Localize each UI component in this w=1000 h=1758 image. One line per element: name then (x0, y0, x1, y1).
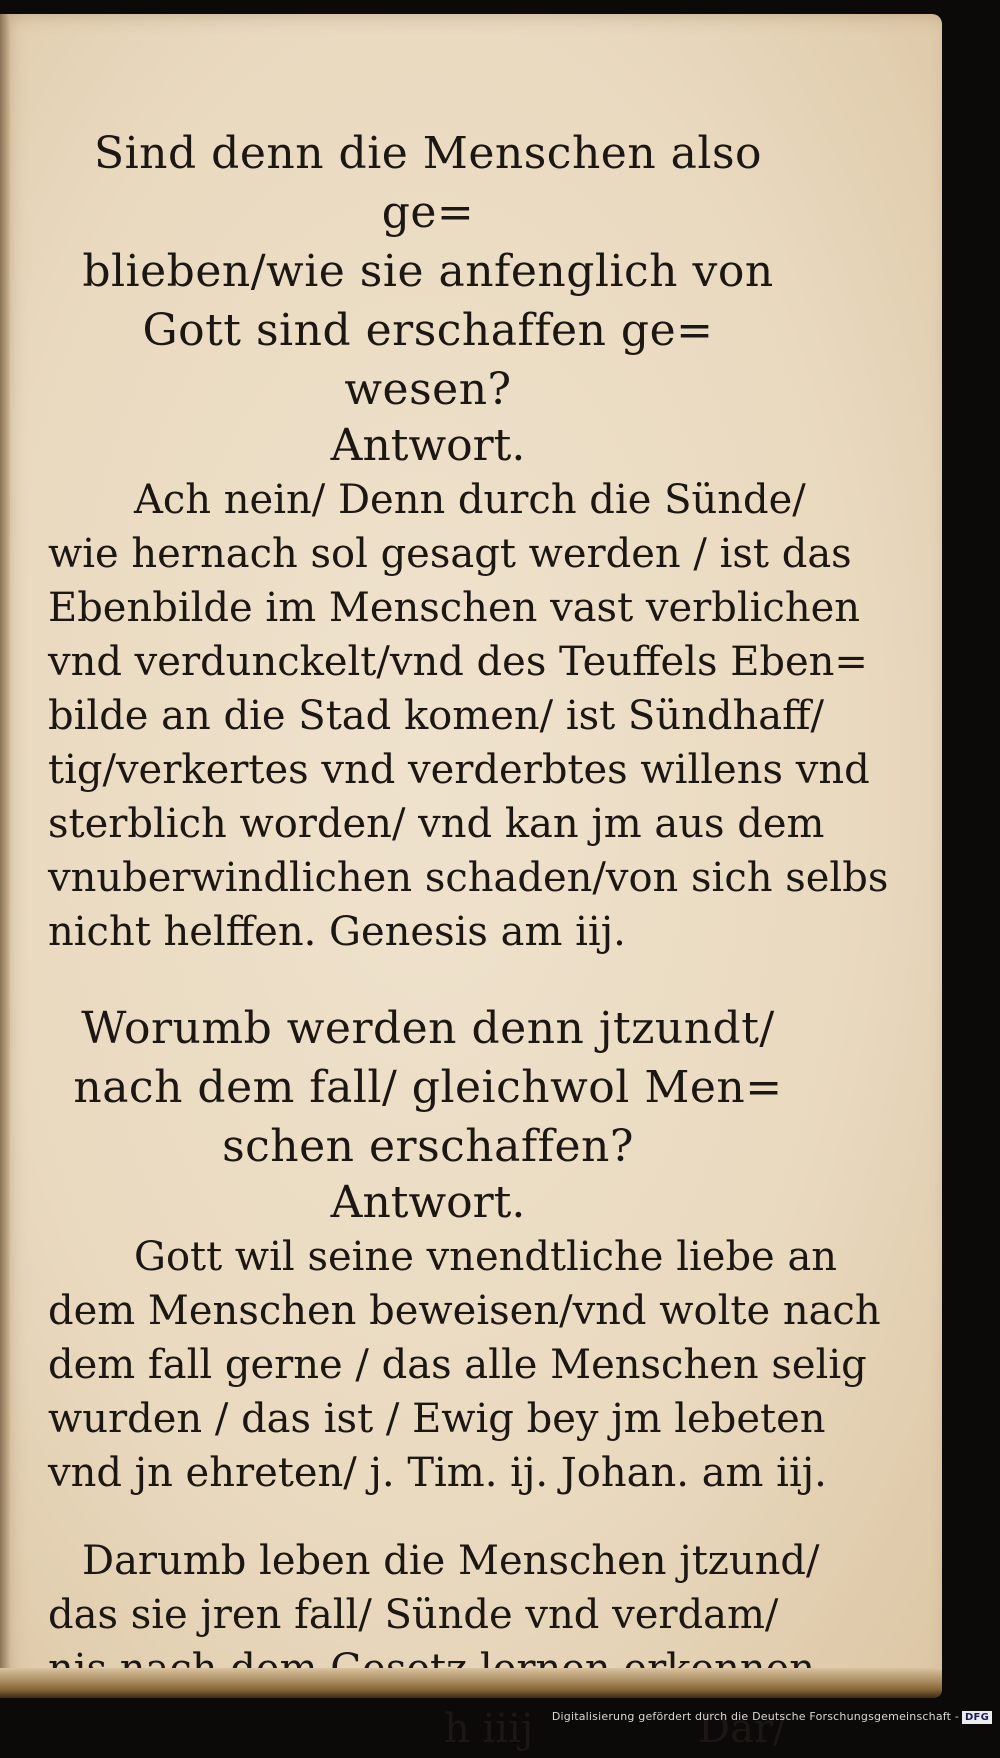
answer-1-line: Ebenbilde im Menschen vast verblichen (48, 585, 861, 631)
question-2-line: schen erschaffen? (222, 1121, 634, 1172)
question-2-line: Worumb werden denn jtzundt/ (81, 1003, 775, 1054)
answer-1-line: sterblich worden/ vnd kan jm aus dem (48, 801, 825, 847)
answer-1-line: nicht helffen. Genesis am iij. (48, 909, 626, 955)
answer-1-line: wie hernach sol gesagt werden / ist das (48, 531, 852, 577)
answer-3-line: Darumb leben die Menschen jtzund/ (82, 1538, 820, 1584)
question-2 (48, 999, 808, 1176)
answer-1-line: Ach nein/ Denn durch die Sünde/ (134, 477, 806, 523)
page-gutter (0, 14, 10, 1698)
page-text (48, 124, 889, 1758)
question-1-line: blieben/wie sie anfenglich von (82, 246, 774, 297)
dfg-logo: DFG (962, 1711, 992, 1724)
answer-2 (48, 1230, 881, 1500)
answer-2-line: dem Menschen beweisen/vnd wolte nach (48, 1288, 881, 1334)
answer-1 (48, 473, 889, 959)
credit-text: Digitalisierung gefördert durch die Deutsche Forschungsgemeinschaft - (551, 1710, 960, 1723)
question-1-line: Sind denn die Menschen also ge= (93, 128, 763, 238)
answer-2-line: wurden / das ist / Ewig bey jm lebeten (48, 1396, 826, 1442)
answer-1-line: tig/verkertes vnd verderbtes willens vnd (48, 747, 870, 793)
question-2-line: nach dem fall/ gleichwol Men= (73, 1062, 783, 1113)
answer-1-line: vnd verdunckelt/vnd des Teuffels Eben= (48, 639, 868, 685)
page-bottom-edge (0, 1668, 942, 1698)
answer-3-line: das sie jren fall/ Sünde vnd verdam/ (48, 1592, 779, 1638)
catchword: Dar/ (698, 1706, 787, 1752)
answer-2-line: dem fall gerne / das alle Menschen selig (48, 1342, 867, 1388)
answer-label-2: Antwort. (330, 1177, 526, 1228)
question-1-line: wesen? (344, 364, 512, 415)
answer-2-line: vnd jn ehreten/ j. Tim. ij. Johan. am iij. (48, 1450, 827, 1496)
answer-1-line: vnuberwindlichen schaden/von sich selbs (48, 855, 889, 901)
answer-2-line: Gott wil seine vnendtliche liebe an (134, 1234, 838, 1280)
signature-mark: h iiij (444, 1706, 534, 1752)
question-1 (48, 124, 808, 419)
question-1-line: Gott sind erschaffen ge= (142, 305, 714, 356)
digitization-credit (552, 1710, 992, 1724)
answer-1-line: bilde an die Stad komen/ ist Sündhaff/ (48, 693, 824, 739)
answer-label-1: Antwort. (330, 420, 526, 471)
